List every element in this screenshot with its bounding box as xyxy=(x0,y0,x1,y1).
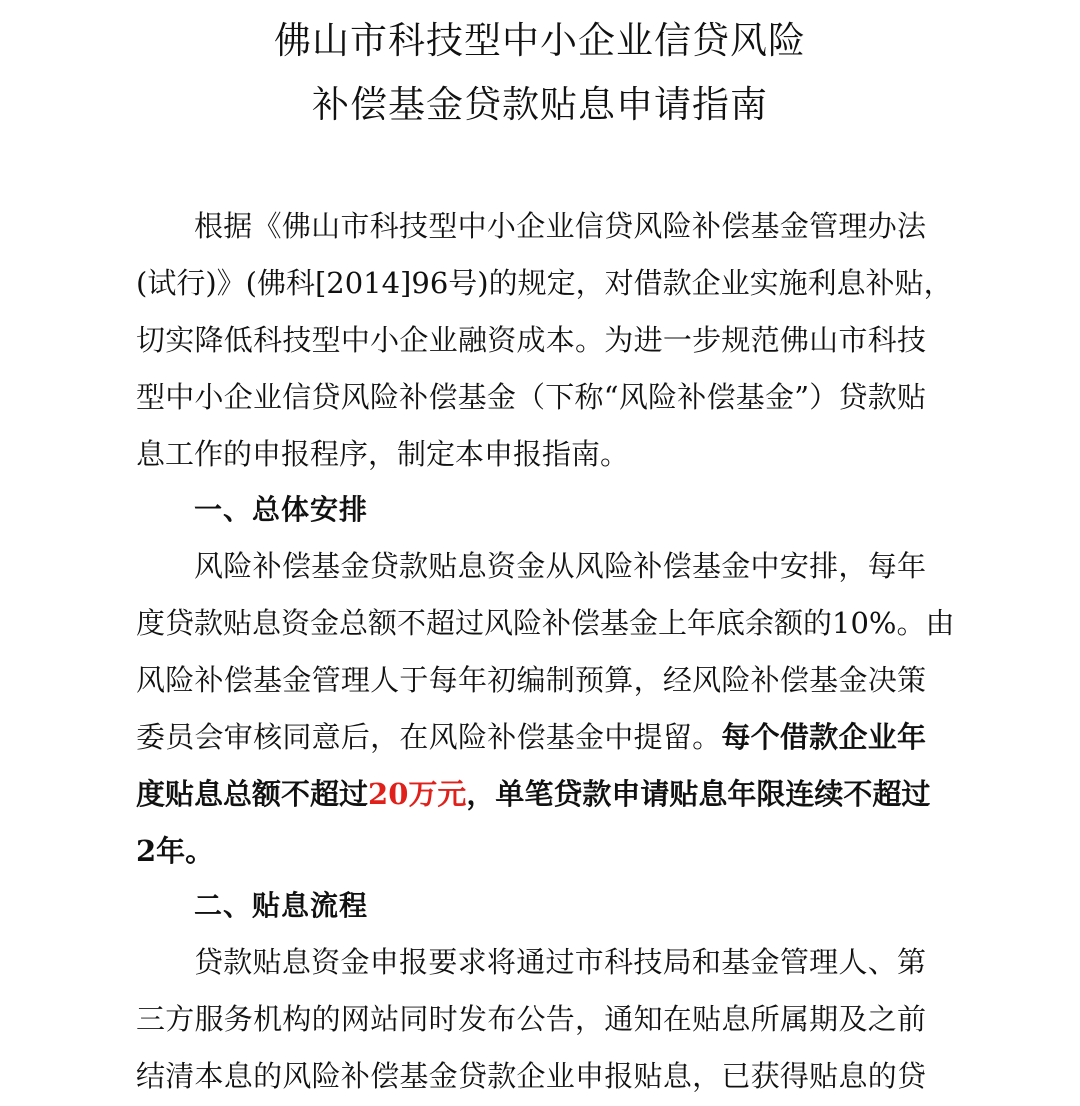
section-1-line-5 xyxy=(136,777,931,811)
intro-line-5: 息工作的申报程序，制定本申报指南。 xyxy=(136,437,630,471)
section-2-line-1: 贷款贴息资金申报要求将通过市科技局和基金管理人、第 xyxy=(194,945,926,979)
section-1-line-4-bold: 每个借款企业年 xyxy=(721,720,926,754)
intro-line-1: 根据《佛山市科技型中小企业信贷风险补偿基金管理办法 xyxy=(194,209,926,243)
intro-line-4: 型中小企业信贷风险补偿基金（下称“风险补偿基金”）贷款贴 xyxy=(136,380,926,414)
section-1-line-4-normal: 委员会审核同意后，在风险补偿基金中提留。 xyxy=(136,720,722,754)
section-1-line-3: 风险补偿基金管理人于每年初编制预算，经风险补偿基金决策 xyxy=(136,663,926,697)
section-1-heading: 一、总体安排 xyxy=(194,493,369,526)
document-title-line-1: 佛山市科技型中小企业信贷风险 xyxy=(274,19,806,62)
intro-line-3: 切实降低科技型中小企业融资成本。为进一步规范佛山市科技 xyxy=(136,323,926,357)
section-2-line-2: 三方服务机构的网站同时发布公告，通知在贴息所属期及之前 xyxy=(136,1002,926,1036)
section-1-line-5-bold-a: 度贴息总额不超过 xyxy=(136,777,369,811)
section-1-line-4 xyxy=(136,720,926,754)
section-1-line-5-bold-b: ，单笔贷款申请贴息年限连续不超过 xyxy=(466,777,931,811)
document-title-line-2: 补偿基金贷款贴息申请指南 xyxy=(312,83,768,126)
intro-line-2: (试行)》(佛科[2014]96号)的规定，对借款企业实施利息补贴， xyxy=(136,266,953,300)
subsidy-cap-amount: 20万元 xyxy=(368,777,467,811)
section-1-line-6: 2年。 xyxy=(136,834,215,868)
section-1-line-1: 风险补偿基金贷款贴息资金从风险补偿基金中安排，每年 xyxy=(194,549,926,583)
section-2-line-3: 结清本息的风险补偿基金贷款企业申报贴息，已获得贴息的贷 xyxy=(136,1059,926,1093)
section-1-line-2: 度贷款贴息资金总额不超过风险补偿基金上年底余额的10%。由 xyxy=(136,606,955,640)
section-2-heading: 二、贴息流程 xyxy=(194,889,369,922)
